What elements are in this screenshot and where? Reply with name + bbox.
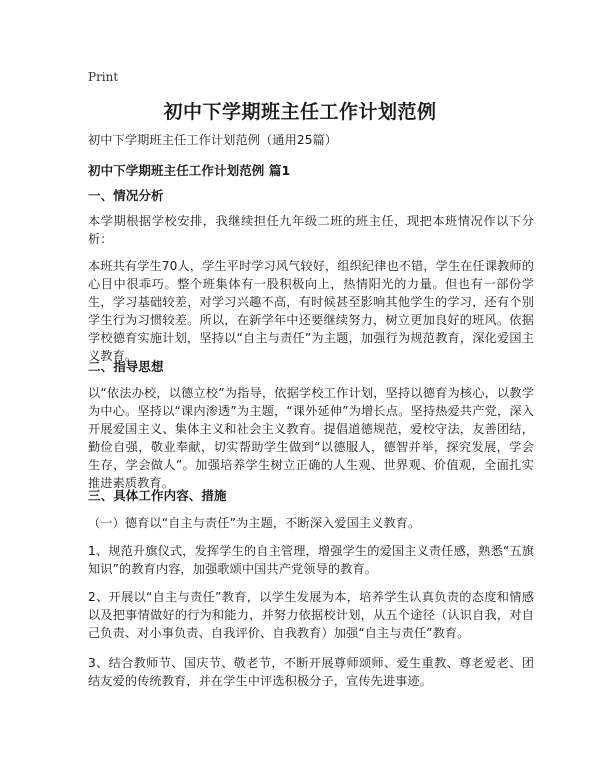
section-3-paragraph-4: 3、结合教师节、国庆节、敬老节，不断开展尊师颂师、爱生重教、尊老爱老、团结友爱的传统教育，并在学生中评选积极分子，宣传先进事迹。 xyxy=(88,656,534,688)
page-title: 初中下学期班主任工作计划范例 xyxy=(163,101,437,123)
section-1-paragraph-2: 本班共有学生70人，学生平时学习风气较好，组织纪律也不错，学生在任课教师的心目中很乖巧。整个班集体有一股积极向上，热情阳光的力量。但也有一部份学生，学习基础较差，对学习兴趣不高，有时候甚至影响其他学生的学习，还有个别学生行为习惯较差。所以，在新学年中还要继续努力，树立更加良好的班风。依据学校德育实施计划，坚持以“自主与责任”为主题，加强行为规范教育，深化爱国主义教育。 xyxy=(88,259,534,363)
section-3-heading: 三、具体工作内容、措施 xyxy=(88,488,227,503)
print-link[interactable]: Print xyxy=(88,70,119,84)
section-2-paragraph-1: 以“依法办校，以德立校”为指导，依据学校工作计划，坚持以德育为核心，以教学为中心。坚持以“课内渗透”为主题，“课外延伸”为增长点。坚持热爱共产党，深入开展爱国主义、集体主义和社会主义教育。提倡道德规范，爱校守法，友善团结，勤俭自强，敬业奉献，切实帮助学生做到“以德服人，德智并举，探究发展，学会生存，学会做人”。加强培养学生树立正确的人生观、世界观、价值观，全面扎实推进素质教育。 xyxy=(88,386,534,490)
document-subtitle: 初中下学期班主任工作计划范例（通用25篇） xyxy=(88,133,338,147)
section-2-heading: 二、指导思想 xyxy=(88,359,164,374)
section-1-heading: 一、情况分析 xyxy=(88,188,164,203)
section-3-paragraph-2: 1、规范升旗仪式，发挥学生的自主管理，增强学生的爱国主义责任感，熟悉“五旗知识”的教育内容，加强歌颂中国共产党领导的教育。 xyxy=(88,544,534,576)
section-3-paragraph-1: （一）德育以“自主与责任”为主题，不断深入爱国主义教育。 xyxy=(88,516,421,530)
part-heading: 初中下学期班主任工作计划范例 篇1 xyxy=(88,163,291,178)
section-3-paragraph-3: 2、开展以“自主与责任”教育，以学生发展为本，培养学生认真负责的态度和情感以及把事情做好的行为和能力，并努力依据校计划，从五个途径（认识自我，对自己负责、对小事负责、自我评价、自我教育）加强“自主与责任”教育。 xyxy=(88,590,534,640)
section-1-paragraph-1: 本学期根据学校安排，我继续担任九年级二班的班主任，现把本班情况作以下分析： xyxy=(88,214,534,246)
